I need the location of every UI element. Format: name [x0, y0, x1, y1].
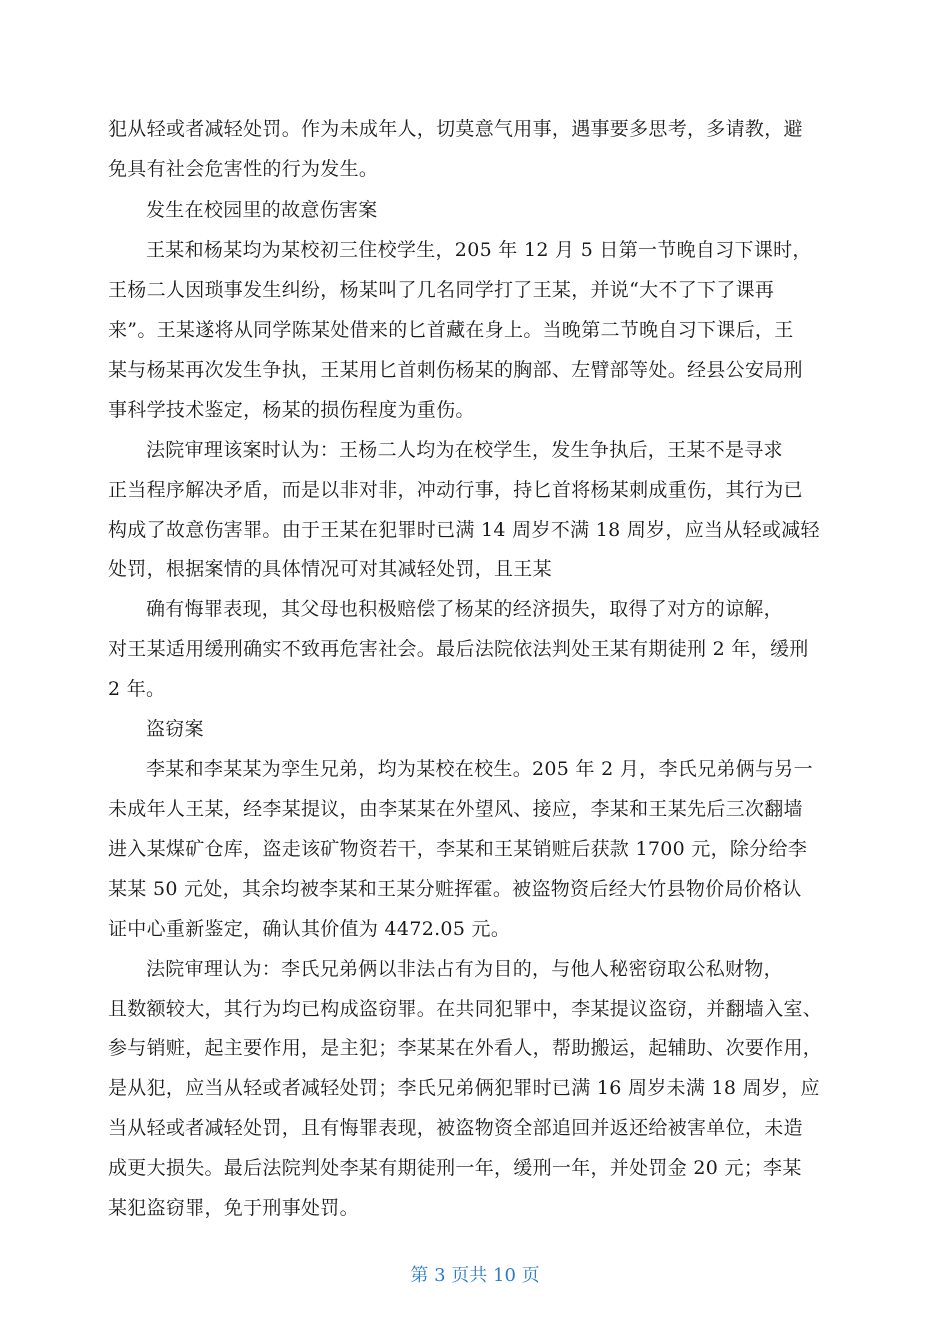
page-number: 第 3 页共 10 页 [410, 1265, 540, 1286]
paragraph-line: 证中心重新鉴定，确认其价值为 4472.05 元。 [108, 918, 511, 940]
paragraph-line: 确有悔罪表现，其父母也积极赔偿了杨某的经济损失，取得了对方的谅解， [146, 598, 783, 620]
paragraph-line: 成更大损失。最后法院判处李某有期徒刑一年，缓刑一年，并处罚金 20 元；李某 [108, 1157, 802, 1179]
paragraph-line: 构成了故意伤害罪。由于王某在犯罪时已满 14 周岁不满 18 周岁，应当从轻或减轻 [108, 519, 820, 541]
paragraph-line: 参与销赃，起主要作用，是主犯；李某某在外看人，帮助搬运，起辅助、次要作用， [108, 1037, 823, 1059]
paragraph-line: 且数额较大，其行为均已构成盗窃罪。在共同犯罪中，李某提议盗窃，并翻墙入室、 [108, 998, 823, 1020]
paragraph-line: 法院审理该案时认为：王杨二人均为在校学生，发生争执后，王某不是寻求 [146, 439, 783, 461]
paragraph-line: 当从轻或者减轻处罚，且有悔罪表现，被盗物资全部追回并返还给被害单位，未造 [108, 1117, 803, 1139]
paragraph-line: 李某和李某某为孪生兄弟，均为某校在校生。205 年 2 月，李氏兄弟俩与另一 [146, 758, 813, 780]
paragraph-line: 来”。王某遂将从同学陈某处借来的匕首藏在身上。当晚第二节晚自习下课后，王 [108, 319, 794, 341]
paragraph-line: 事科学技术鉴定，杨某的损伤程度为重伤。 [108, 399, 475, 421]
paragraph-line: 正当程序解决矛盾，而是以非对非，冲动行事，持匕首将杨某刺成重伤，其行为已 [108, 479, 803, 501]
paragraph-line: 处罚，根据案情的具体情况可对其减轻处罚，且王某 [108, 558, 552, 580]
paragraph-line: 法院审理认为：李氏兄弟俩以非法占有为目的，与他人秘密窃取公私财物， [146, 958, 783, 980]
paragraph-line: 2 年。 [108, 678, 166, 700]
paragraph-line: 免具有社会危害性的行为发生。 [108, 158, 379, 180]
paragraph-line: 未成年人王某，经李某提议，由李某某在外望风、接应，李某和王某先后三次翻墙 [108, 798, 803, 820]
paragraph-line: 进入某煤矿仓库，盗走该矿物资若干，李某和王某销赃后获款 1700 元，除分给李 [108, 838, 808, 860]
paragraph-line: 犯从轻或者减轻处罚。作为未成年人，切莫意气用事，遇事要多思考，多请教，避 [108, 118, 803, 140]
paragraph-line: 某犯盗窃罪，免于刑事处罚。 [108, 1197, 359, 1219]
paragraph-line: 某与杨某再次发生争执，王某用匕首刺伤杨某的胸部、左臂部等处。经县公安局刑 [108, 359, 803, 381]
paragraph-line: 王杨二人因琐事发生纠纷，杨某叫了几名同学打了王某，并说“大不了下了课再 [108, 279, 775, 301]
paragraph-line: 某某 50 元处，其余均被李某和王某分赃挥霍。被盗物资后经大竹县物价局价格认 [108, 878, 802, 900]
paragraph-line: 王某和杨某均为某校初三住校学生，205 年 12 月 5 日第一节晚自习下课时， [146, 239, 812, 261]
paragraph-line: 是从犯，应当从轻或者减轻处罚；李氏兄弟俩犯罪时已满 16 周岁未满 18 周岁，应 [108, 1077, 820, 1099]
section-heading: 发生在校园里的故意伤害案 [146, 199, 378, 221]
section-heading: 盗窃案 [146, 718, 204, 740]
paragraph-line: 对王某适用缓刑确实不致再危害社会。最后法院依法判处王某有期徒刑 2 年，缓刑 [108, 638, 809, 660]
